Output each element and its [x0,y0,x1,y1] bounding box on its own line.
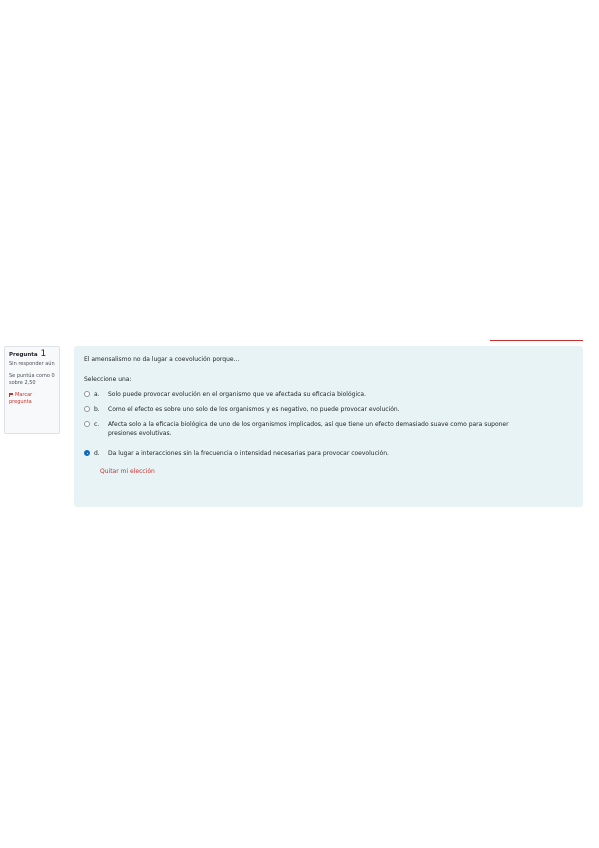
answer-letter: b. [94,406,100,413]
answer-option-b[interactable] [84,405,573,414]
question-state: Sin responder aún [9,361,55,367]
clear-choice-link[interactable]: Quitar mi elección [100,468,155,475]
top-divider [490,340,583,341]
flag-question-link[interactable] [9,392,55,406]
answer-list [84,390,573,458]
answer-letter: d. [94,450,100,457]
answer-text: Afecta solo a la eficacia biológica de uno de los organismos implicados, así que tiene un efecto demasiado suave como para suponer presiones evolutivas. [108,421,509,437]
answer-radio-d[interactable] [84,450,90,456]
answer-option-d[interactable] [84,449,573,458]
flag-icon [9,393,14,397]
answer-text: Como el efecto es sobre uno solo de los organismos y es negativo, no puede provocar evolución. [108,406,400,413]
answer-radio-c[interactable] [84,421,90,427]
question-info-panel [4,346,60,434]
question-label: Pregunta [9,352,38,358]
question-grade: Se puntúa como 0 sobre 2,50 [9,373,55,386]
answer-prompt: Seleccione una: [84,376,132,383]
answer-letter: a. [94,391,100,398]
answer-text: Solo puede provocar evolución en el organismo que ve afectada su eficacia biológica. [108,391,366,398]
answer-option-a[interactable] [84,390,573,399]
question-number [9,351,55,359]
question-text: El amensalismo no da lugar a coevolución porque… [84,356,240,363]
answer-radio-b[interactable] [84,406,90,412]
answer-option-c[interactable] [84,420,573,438]
question-content [74,346,583,507]
answer-radio-a[interactable] [84,391,90,397]
flag-question-label: Marcar pregunta [9,392,33,405]
answer-letter: c. [94,421,100,428]
answer-text: Da lugar a interacciones sin la frecuencia o intensidad necesarias para provocar coevolución. [108,450,389,457]
question-number-value: 1 [40,349,47,359]
